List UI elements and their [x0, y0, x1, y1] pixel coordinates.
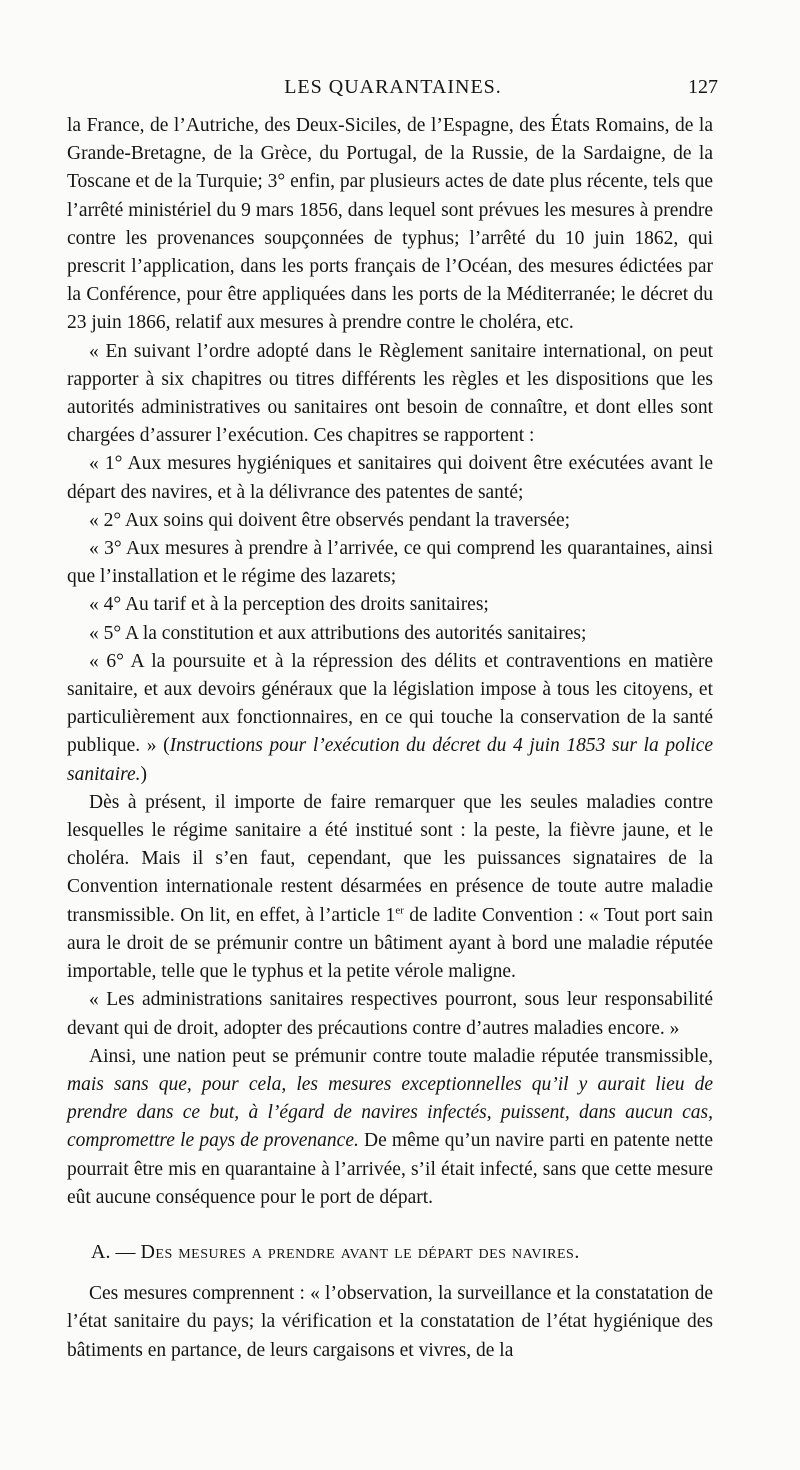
list-item-3: « 3° Aux mesures à prendre à l’arrivée, ce qui comprend les quarantaines, ainsi que l’installation et le régime des lazarets; [67, 538, 713, 588]
citation-close: ) [140, 763, 147, 785]
page-header [68, 76, 718, 106]
body-text [67, 112, 713, 1365]
list-item-6 [67, 648, 713, 789]
list-item-2: « 2° Aux soins qui doivent être observés pendant la traversée; [89, 509, 571, 531]
paragraph-maladies [67, 789, 713, 986]
list-item-5: « 5° A la constitution et aux attributions des autorités sanitaires; [89, 622, 587, 644]
section-heading [67, 1238, 713, 1266]
paragraph-quote-intro: « En suivant l’ordre adopté dans le Règlement sanitaire international, on peut rapporter à six chapitres ou titres différents les règles et les dispositions que les autorités administratives ou sanitaires ont besoin de connaître, et dont elles sont chargées d’assurer l’exécution. Ces chapitres se rapportent : [67, 340, 713, 447]
section-letter: A. — [91, 1240, 141, 1263]
paragraph-ainsi-text-a: Ainsi, une nation peut se prémunir contre toute maladie réputée transmissible, [89, 1045, 713, 1067]
paragraph-mesures: Ces mesures comprennent : « l’observation, la surveillance et la constatation de l’état sanitaire du pays; la vérification et la constatation de l’état hygiénique des bâtiments en partance, de leurs cargaisons et vivres, de la [67, 1283, 713, 1361]
list-item-4: « 4° Au tarif et à la perception des droits sanitaires; [89, 594, 489, 616]
paragraph-ainsi [67, 1043, 713, 1212]
list-item-6-text: « 6° A la poursuite et à la répression des délits et contraventions en matière sanitaire, et aux devoirs généraux que la législation impose à tous les citoyens, et particulièrement aux fonctionnaires, en ce qui touche la conservation de la santé publique. » ( [67, 650, 713, 757]
paragraph-ainsi-text-b: De même qu’un navire parti en patente nette pourrait être mis en quarantaine à l’arrivée, s’il était infecté, sans que cette mesure eût aucune conséquence pour le port de départ. [67, 1130, 713, 1208]
paragraph-continuation: la France, de l’Autriche, des Deux-Siciles, de l’Espagne, des États Romains, de la Grande-Bretagne, de la Grèce, du Portugal, de la Russie, de la Sardaigne, de la Toscane et de la Turquie; 3° enfin, par plusieurs actes de date plus récente, tels que l’arrêté ministériel du 9 mars 1856, dans lequel sont prévues les mesures à prendre contre les provenances soupçonnées de typhus; l’arrêté du 10 juin 1862, qui prescrit l’application, dans les ports français de l’Océan, des mesures édictées par la Conférence, pour être appliquées dans les ports de la Méditerranée; le décret du 23 juin 1866, relatif aux mesures à prendre contre le choléra, etc. [67, 115, 713, 334]
ordinal-superscript: er [395, 904, 404, 917]
paragraph-administrations: « Les administrations sanitaires respectives pourront, sous leur responsabilité devant qui de droit, adopter des précautions contre d’autres maladies encore. » [67, 989, 713, 1039]
paragraph-maladies-text-b: de ladite Convention : « Tout port sain aura le droit de se prémunir contre un bâtiment ayant à bord une maladie réputée importable, telle que le typhus et la petite vérole maligne. [67, 904, 713, 983]
list-item-1: « 1° Aux mesures hygiéniques et sanitaires qui doivent être exécutées avant le départ des navires, et à la délivrance des patentes de santé; [67, 453, 713, 503]
citation: Instructions pour l’exécution du décret du 4 juin 1853 sur la police sanitaire. [67, 735, 713, 785]
running-title: LES QUARANTAINES. [284, 76, 502, 98]
paragraph-ainsi-italic: mais sans que, pour cela, les mesures exceptionnelles qu’il y aurait lieu de prendre dans ce but, à l’égard de navires infectés, puissent, dans aucun cas, compromettre le pays de provenance. [67, 1073, 713, 1152]
paragraph-maladies-text-a: Dès à présent, il importe de faire remarquer que les seules maladies contre lesquelles le régime sanitaire a été institué sont : la peste, la fièvre jaune, et le choléra. Mais il s’en faut, cependant, que les puissances signataires de la Convention internationale restent désarmées en présence de toute autre maladie transmissible. On lit, en effet, à l’article 1 [67, 791, 713, 926]
section-title: Des mesures a prendre avant le départ des navires. [140, 1240, 580, 1263]
page-number: 127 [688, 76, 718, 98]
